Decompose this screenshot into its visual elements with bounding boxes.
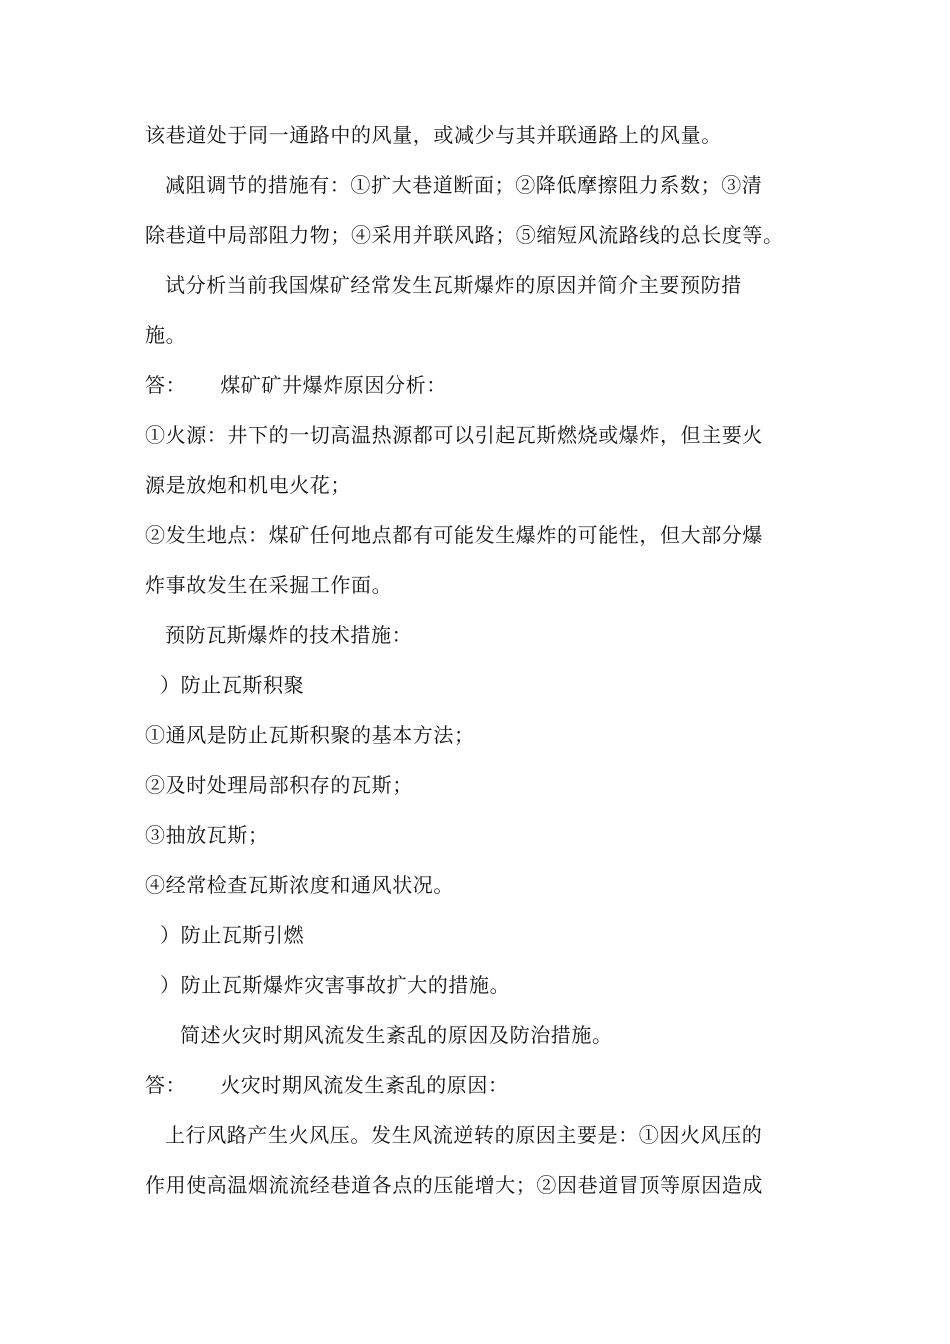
- text-line: ②发生地点：煤矿任何地点都有可能发生爆炸的可能性，但大部分爆: [145, 523, 763, 547]
- answer-line: [145, 1071, 509, 1099]
- text-line: 试分析当前我国煤矿经常发生瓦斯爆炸的原因并简介主要预防措: [165, 273, 742, 297]
- text-line: 源是放炮和机电火花；: [145, 473, 351, 497]
- answer-heading: 火灾时期风流发生紊乱的原因：: [220, 1073, 509, 1097]
- text-line: 上行风路产生火风压。发生风流逆转的原因主要是：①因火风压的: [165, 1123, 763, 1147]
- text-line: 该巷道处于同一通路中的风量，或减少与其并联通路上的风量。: [145, 123, 722, 147]
- text-line: 减阻调节的措施有：①扩大巷道断面；②降低摩擦阻力系数；③清: [165, 173, 763, 197]
- list-item: ④经常检查瓦斯浓度和通风状况。: [145, 873, 454, 897]
- section-heading: 预防瓦斯爆炸的技术措施：: [165, 623, 413, 647]
- list-item: ③抽放瓦斯；: [145, 823, 269, 847]
- answer-label: 答：: [145, 373, 187, 397]
- text-line: 除巷道中局部阻力物；④采用并联风路；⑤缩短风流路线的总长度等。: [145, 223, 784, 247]
- list-item: ）防止瓦斯爆炸灾害事故扩大的措施。: [160, 973, 511, 997]
- question-line: 简述火灾时期风流发生紊乱的原因及防治措施。: [180, 1023, 613, 1047]
- list-item: ①通风是防止瓦斯积聚的基本方法；: [145, 723, 475, 747]
- list-item: ）防止瓦斯引燃: [160, 923, 305, 947]
- text-line: 炸事故发生在采掘工作面。: [145, 573, 393, 597]
- text-line: ①火源：井下的一切高温热源都可以引起瓦斯燃烧或爆炸，但主要火: [145, 423, 763, 447]
- text-line: 作用使高温烟流流经巷道各点的压能增大；②因巷道冒顶等原因造成: [145, 1173, 763, 1197]
- text-line: 施。: [145, 323, 187, 347]
- answer-line: [145, 371, 447, 399]
- answer-label: 答：: [145, 1073, 187, 1097]
- list-item: ②及时处理局部积存的瓦斯；: [145, 773, 413, 797]
- answer-heading: 煤矿矿井爆炸原因分析：: [220, 373, 447, 397]
- list-item: ）防止瓦斯积聚: [160, 673, 305, 697]
